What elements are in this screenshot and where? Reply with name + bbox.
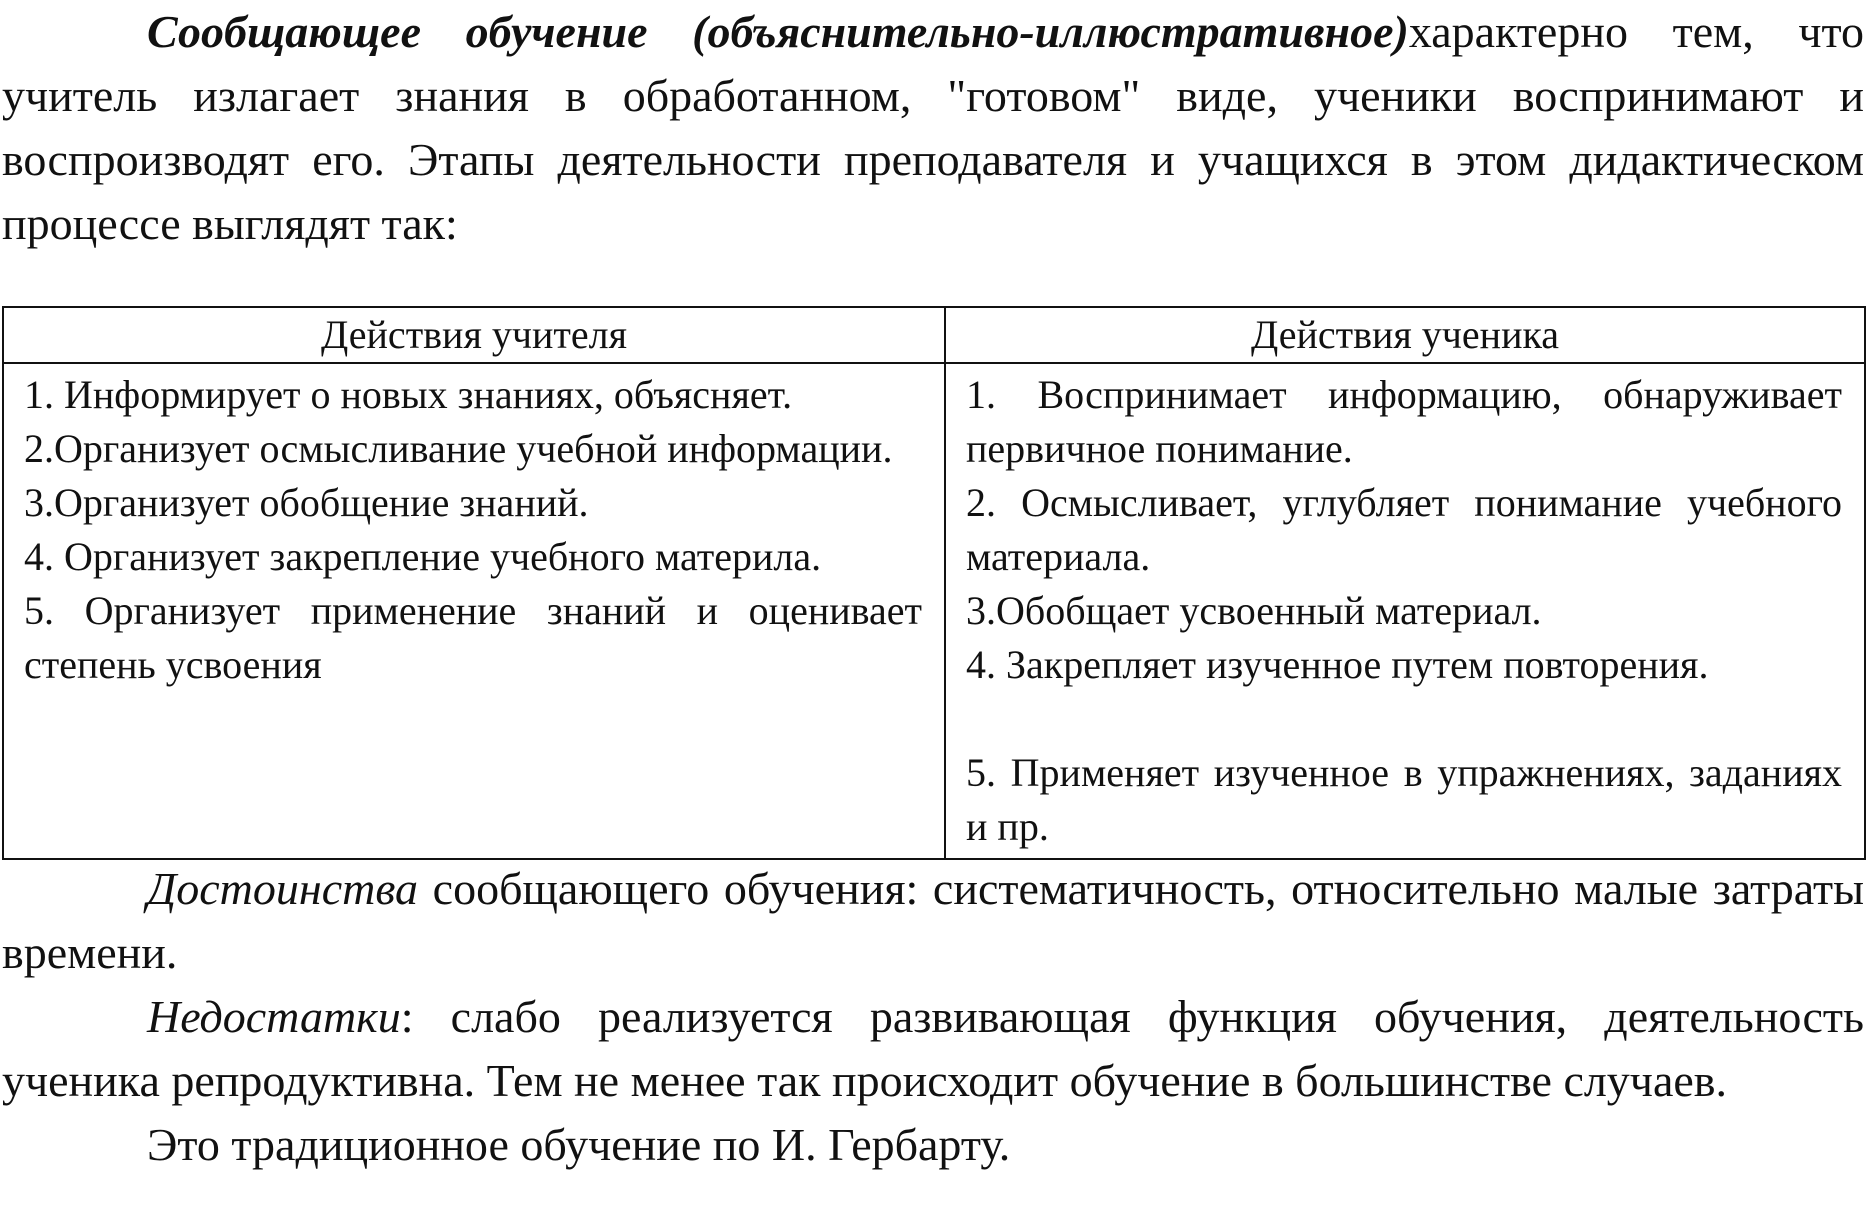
student-action-5: 5. Применяет изученное в упражнениях, заданиях и пр.: [966, 750, 1842, 849]
student-action-4: 4. Закрепляет изученное путем повторения.: [966, 642, 1709, 687]
student-column-header: Действия ученика: [945, 307, 1865, 363]
actions-table: [2, 306, 1866, 860]
intro-text: характерно тем, что учитель излагает знания в обработанном, "готовом" виде, ученики воспринимают и воспроизводят его. Этапы деятельности преподавателя и учащихся в этом дидактическом процессе выглядят так:: [2, 6, 1864, 249]
teacher-action-1: 1. Информирует о новых знаниях, объясняет.: [24, 372, 793, 417]
student-blank-line: [966, 692, 1842, 746]
student-action-3: 3.Обобщает усвоенный материал.: [966, 588, 1542, 633]
table-body-row: [3, 363, 1865, 859]
advantages-term: Достоинства: [147, 863, 419, 914]
disadvantages-text: : слабо реализуется развивающая функция обучения, деятельность ученика репродуктивна. Тем не менее так происходит обучение в большинстве случаев.: [2, 991, 1864, 1106]
student-action-2: 2. Осмысливает, углубляет понимание учебного материала.: [966, 480, 1842, 579]
teacher-actions-cell: [3, 363, 945, 859]
table-header-row: [3, 307, 1865, 363]
disadvantages-paragraph: [2, 985, 1864, 1113]
conclusion-paragraph: Это традиционное обучение по И. Гербарту.: [147, 1119, 1011, 1170]
advantages-paragraph: [2, 857, 1864, 985]
teacher-action-5: 5. Организует применение знаний и оценивает степень усвоения: [24, 588, 922, 687]
teacher-action-4: 4. Организует закрепление учебного материла.: [24, 534, 822, 579]
intro-paragraph: [2, 0, 1864, 256]
disadvantages-term: Недостатки: [147, 991, 401, 1042]
teacher-action-2: 2.Организует осмысливание учебной информации.: [24, 426, 893, 471]
teacher-action-3: 3.Организует обобщение знаний.: [24, 480, 589, 525]
student-actions-cell: [945, 363, 1865, 859]
intro-lead-term: Сообщающее обучение (объяснительно-иллюстративное): [147, 6, 1409, 57]
advantages-text: сообщающего обучения: систематичность, относительно малые затраты времени.: [2, 863, 1864, 978]
student-action-1: 1. Воспринимает информацию, обнаруживает первичное понимание.: [966, 372, 1842, 471]
teacher-column-header: Действия учителя: [3, 307, 945, 363]
closing-section: [2, 857, 1864, 1177]
